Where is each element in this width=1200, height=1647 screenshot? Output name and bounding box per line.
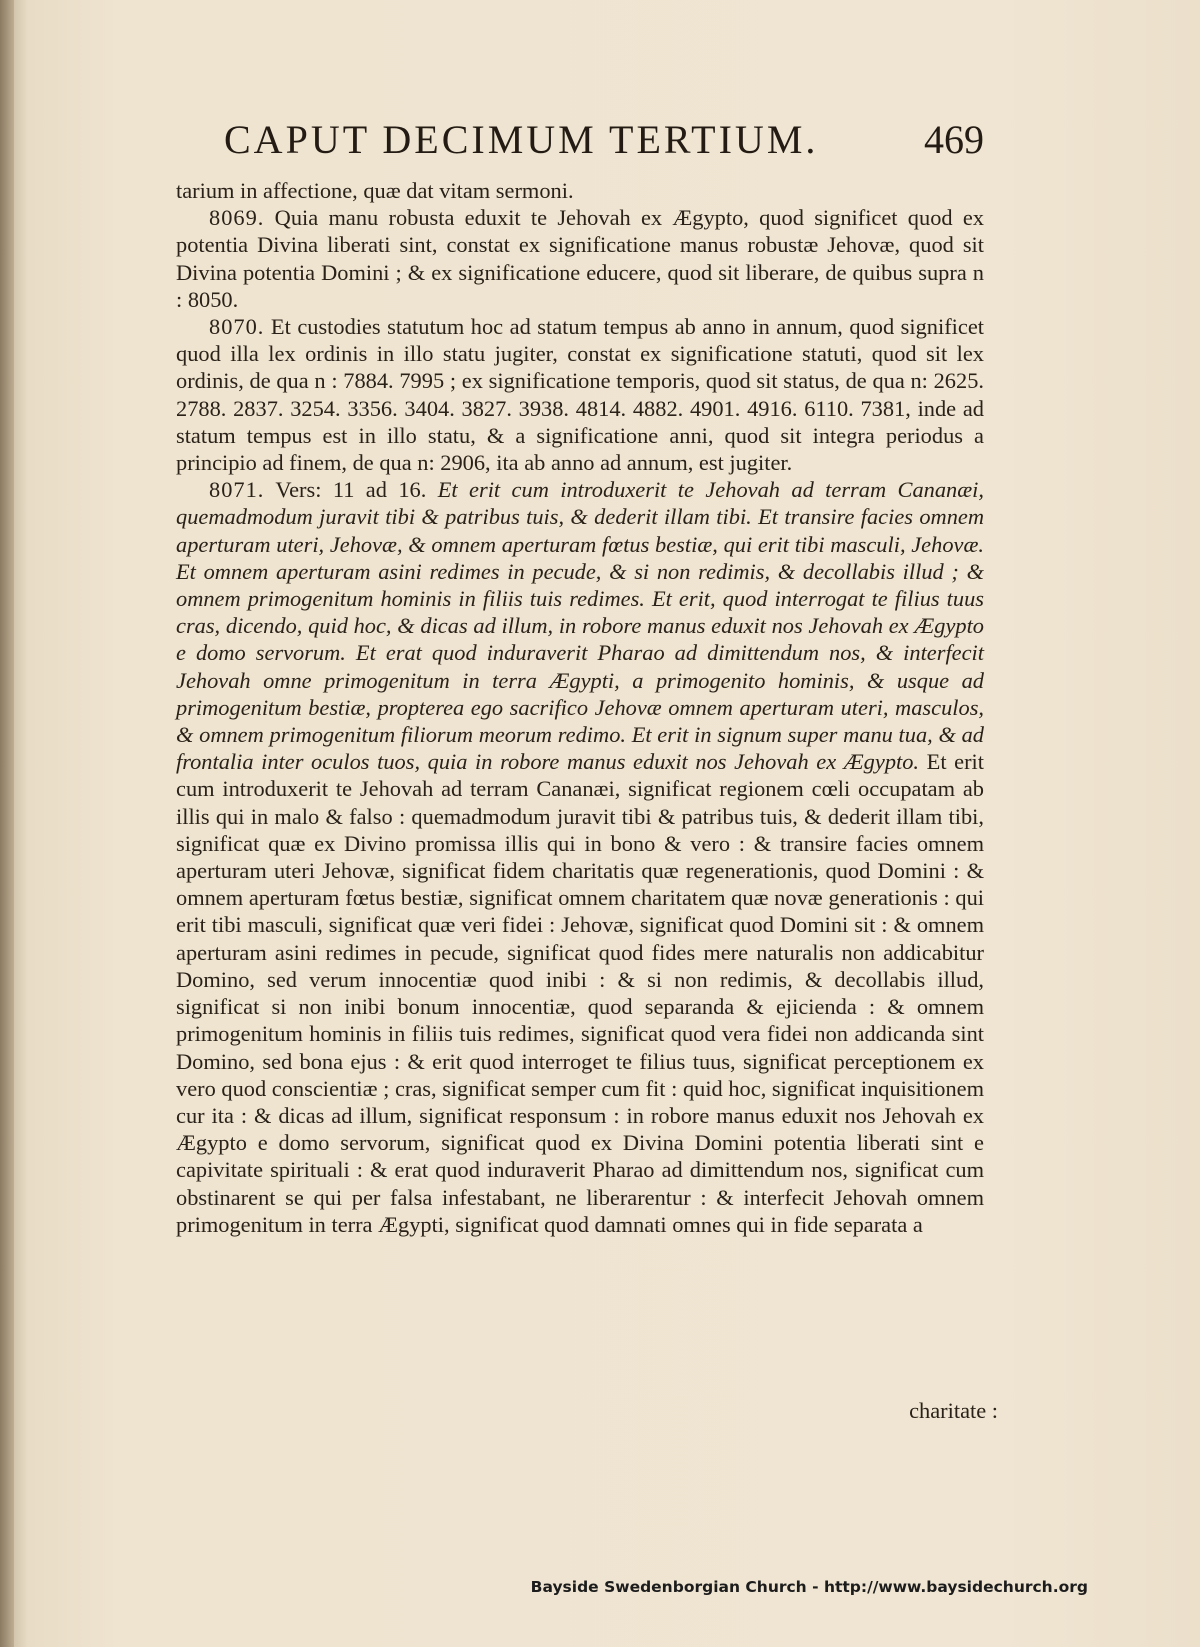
- paragraph-8069: [176, 204, 984, 313]
- verse-reference: Vers: 11 ad 16.: [275, 477, 427, 503]
- continued-paragraph: [176, 177, 984, 204]
- paragraph-text: Quia manu robusta eduxit te Jehovah ex Ægypto, quod significet quod ex potentia Divina liberati sint, constat ex significatione manus robustæ Jehovæ, quod sit Divina potentia Domini ; & ex significatione educere, quod sit liberare, de quibus supra n : 8050.: [176, 205, 984, 312]
- body-text: [176, 177, 984, 1238]
- catchword: charitate :: [909, 1398, 998, 1423]
- paragraph-text: Et erit cum introduxerit te Jehovah ad terram Cananæi, significat regionem cœli occupatam ab illis qui in malo & falso : quemadmodum juravit tibi & patribus tuis, & dederit illam tibi, significat quæ ex Divino promissa illis qui in bono & vero : & transire facies omnem aperturam uteri Jehovæ, significat fidem charitatis quæ regenerationis, quod Domini : & omnem aperturam fœtus bestiæ, significat omnem charitatem quæ novæ generationis : qui erit tibi masculi, significat quæ veri fidei : Jehovæ, significat quod Domini sit : & omnem aperturam asini redimes in pecude, significat quod fides mere naturalis non addicabitur Domino, sed verum innocentiæ quod inibi : & si non redimis, & decollabis illud, significat si non inibi bonum innocentiæ, quod separanda & ejicienda : & omnem primogenitum hominis in filiis tuis redimes, significat quod vera fidei non addicanda sint Domino, sed bona ejus : & erit quod interroget te filius tuus, significat perceptionem ex vero quod conscientiæ ; cras, significat semper cum fit : quid hoc, significat inquisitionem cur ita : & dicas ad illum, significat responsum : in robore manus eduxit nos Jehovah ex Ægypto e domo servorum, significat quod ex Divina Domini potentia liberati sint e capivitate spirituali : & erat quod induraverit Pharao ad dimittendum nos, significat cum obstinarent se qui per falsa infestabant, ne liberarentur : & interfecit Jehovah omnem primogenitum in terra Ægypti, significat quod damnati omnes qui in fide separata a: [176, 749, 984, 1237]
- paragraph-number: 8069.: [209, 205, 265, 231]
- paragraph-number: 8071.: [209, 477, 265, 503]
- paragraph-8070: [176, 313, 984, 476]
- running-head: CAPUT DECIMUM TERTIUM.: [224, 117, 819, 162]
- page-header: [224, 116, 984, 172]
- scripture-quotation: Et erit cum introduxerit te Jehovah ad terram Cananæi, quemadmodum juravit tibi & patribus tuis, & dederit illam tibi. Et transire facies omnem aperturam uteri, Jehovæ, & omnem aperturam fœtus bestiæ, qui erit tibi masculi, Jehovæ. Et omnem aperturam asini redimes in pecude, & si non redimis, & decollabis illud ; & omnem primogenitum hominis in filiis tuis redimes. Et erit, quod interrogat te filius tuus cras, dicendo, quid hoc, & dicas ad illum, in robore manus eduxit nos Jehovah ex Ægypto e domo servorum. Et erat quod induraverit Pharao ad dimittendum nos, & interfecit Jehovah omne primogenitum in terra Ægypti, a primogenito hominis, & usque ad primogenitum bestiæ, propterea ego sacrifico Jehovæ omnem aperturam uteri, masculos, & omnem primogenitum filiorum meorum redimo. Et erit in signum super manu tua, & ad frontalia inter oculos tuos, quia in robore manus eduxit nos Jehovah ex Ægypto.: [176, 477, 984, 775]
- paragraph-number: 8070.: [209, 314, 265, 340]
- paragraph-text: tarium in affectione, quæ dat vitam sermoni.: [176, 178, 574, 203]
- footer-credit: Bayside Swedenborgian Church - http://www.baysidechurch.org: [530, 1578, 1088, 1596]
- page-number: 469: [924, 117, 984, 162]
- paragraph-text: Et custodies statutum hoc ad statum tempus ab anno in annum, quod significet quod illa lex ordinis in illo statu jugiter, constat ex significatione statuti, quod sit lex ordinis, de qua n : 7884. 7995 ; ex significatione temporis, quod sit status, de qua n: 2625. 2788. 2837. 3254. 3356. 3404. 3827. 3938. 4814. 4882. 4901. 4916. 6110. 7381, inde ad statum tempus est in illo statu, & a significatione anni, quod sit integra periodus a principio ad finem, de qua n: 2906, ita ab anno ad annum, est jugiter.: [176, 314, 984, 476]
- paragraph-8071: [176, 476, 984, 1238]
- page-gutter: [0, 0, 14, 1647]
